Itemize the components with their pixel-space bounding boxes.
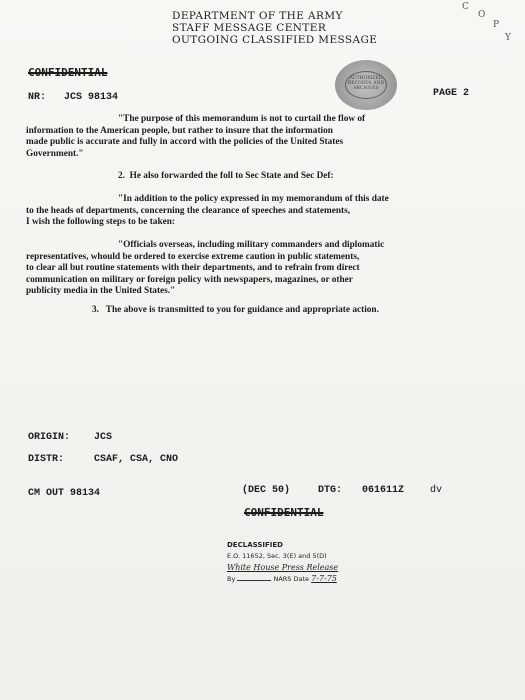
nr-label: NR: xyxy=(28,92,47,103)
declassified-title: DECLASSIFIED xyxy=(227,541,283,549)
paragraph-5: 3. The above is transmitted to you for guidance and appropriate action. xyxy=(92,305,379,315)
header-department: DEPARTMENT OF THE ARMY xyxy=(172,10,343,22)
copy-letter-o: O xyxy=(478,10,486,20)
classification-bottom: CONFIDENTIAL xyxy=(244,506,324,519)
declassified-release: White House Press Release xyxy=(227,563,339,572)
declassified-date: 7-7-75 xyxy=(311,574,337,583)
classification-top: CONFIDENTIAL xyxy=(28,66,108,79)
paragraph-4: "Officials overseas, including military commanders and diplomatic representatives, whould be ordered to exercise extreme caution in public statements, to clear all but routine statements with their departments, and to refrain from direct communication on military or foreign policy with newspapers, magazines, or other publicity media in the United States." xyxy=(26,240,385,297)
signature-scribble xyxy=(237,580,271,581)
message-date: (DEC 50) xyxy=(242,485,291,496)
paragraph-2: 2. He also forwarded the foll to Sec State and Sec Def: xyxy=(118,171,334,181)
header-outgoing-message: OUTGOING CLASSIFIED MESSAGE xyxy=(172,34,378,46)
archives-stamp-text: AUTHORIZED RECORDS AND ARCHIVES xyxy=(345,71,387,99)
header-staff-center: STAFF MESSAGE CENTER xyxy=(172,22,327,34)
paragraph-1: "The purpose of this memorandum is not to curtail the flow of information to the American people, but rather to insure that the information made public is accurate and fully in accord with the policies of the United States Government." xyxy=(26,114,366,159)
copy-letter-y: Y xyxy=(505,33,511,43)
archives-stamp xyxy=(335,60,397,110)
declassified-signature-line xyxy=(227,573,338,585)
origin-label: ORIGIN: xyxy=(28,432,71,443)
cm-out-number: CM OUT 98134 xyxy=(28,488,101,499)
copy-letter-p: P xyxy=(493,20,500,30)
copy-letter-c: C xyxy=(462,2,469,12)
declassified-nars-label: NARS Date xyxy=(273,575,310,583)
dtg-value: 061611Z xyxy=(362,485,405,496)
declassified-authority: E.O. 11652, Sec. 3(E) and 5(D) xyxy=(227,552,327,560)
declassified-stamp xyxy=(227,540,338,585)
distr-label: DISTR: xyxy=(28,454,65,465)
dtg-label: DTG: xyxy=(318,485,343,496)
declassified-by: By xyxy=(227,575,236,583)
nr-value: JCS 98134 xyxy=(64,92,119,103)
paragraph-3: "In addition to the policy expressed in my memorandum of this date to the heads of departments, concerning the clearance of speeches and statements, I wish the following steps to be taken: xyxy=(26,194,389,228)
dv-initials: dv xyxy=(430,485,443,496)
distr-value: CSAF, CSA, CNO xyxy=(94,454,179,465)
origin-value: JCS xyxy=(94,432,113,443)
page-number: PAGE 2 xyxy=(433,88,470,99)
